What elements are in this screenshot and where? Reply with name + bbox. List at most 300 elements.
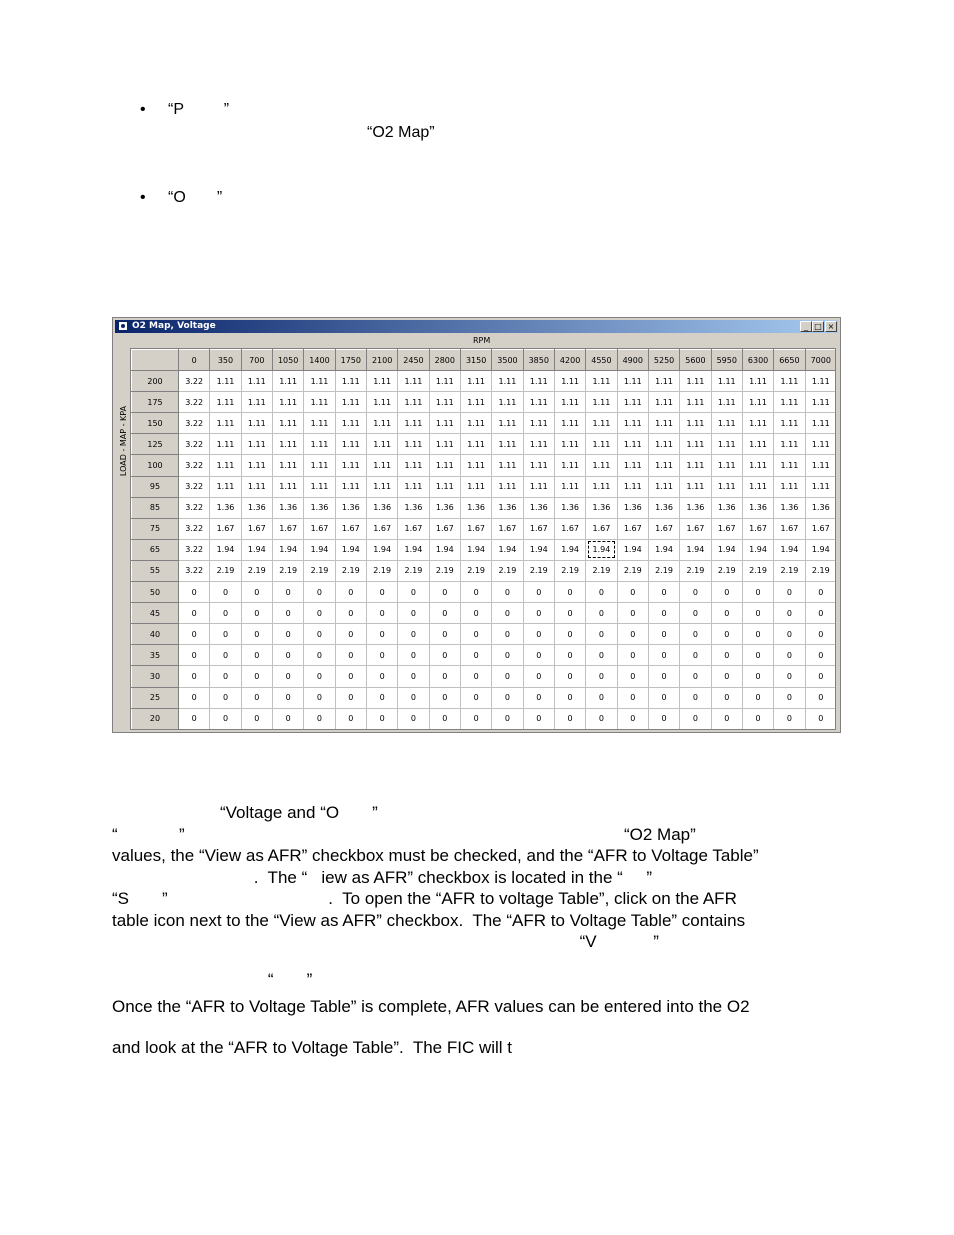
map-cell[interactable]: 0 [304,645,335,666]
map-cell[interactable]: 1.94 [366,539,397,560]
map-cell[interactable]: 0 [648,603,679,624]
map-cell[interactable]: 0 [210,687,241,708]
map-cell[interactable]: 1.36 [272,497,303,518]
map-cell[interactable]: 1.11 [680,413,711,434]
map-cell[interactable]: 1.11 [210,434,241,455]
map-cell[interactable]: 1.11 [460,476,491,497]
map-cell[interactable]: 1.11 [523,413,554,434]
map-cell[interactable]: 1.36 [304,497,335,518]
map-cell[interactable]: 1.11 [335,476,366,497]
map-cell[interactable]: 0 [429,666,460,687]
map-cell[interactable]: 0 [179,624,210,645]
map-cell[interactable]: 1.11 [711,455,742,476]
map-cell[interactable]: 1.11 [554,371,585,392]
map-cell[interactable]: 0 [460,624,491,645]
map-cell[interactable]: 0 [460,582,491,603]
map-cell[interactable]: 1.67 [523,518,554,539]
map-cell[interactable]: 1.36 [523,497,554,518]
map-cell[interactable]: 1.11 [711,434,742,455]
map-cell[interactable]: 1.11 [241,455,272,476]
map-cell[interactable]: 0 [742,582,773,603]
map-cell[interactable]: 0 [460,666,491,687]
map-cell[interactable]: 0 [210,624,241,645]
map-cell[interactable]: 1.11 [304,455,335,476]
map-cell[interactable]: 3.22 [179,497,210,518]
map-cell[interactable]: 0 [586,708,617,729]
map-cell[interactable]: 0 [523,603,554,624]
map-cell[interactable]: 1.11 [241,434,272,455]
map-cell[interactable]: 0 [586,624,617,645]
map-cell[interactable]: 1.11 [366,413,397,434]
map-cell[interactable]: 1.11 [335,455,366,476]
map-cell[interactable]: 0 [711,624,742,645]
map-cell[interactable]: 0 [241,645,272,666]
map-cell[interactable]: 0 [304,666,335,687]
map-cell[interactable]: 1.11 [523,434,554,455]
map-cell[interactable]: 1.67 [304,518,335,539]
map-cell[interactable]: 1.11 [554,413,585,434]
map-cell[interactable]: 0 [335,666,366,687]
map-cell[interactable]: 0 [680,624,711,645]
map-cell[interactable]: 1.11 [680,455,711,476]
map-cell[interactable]: 1.36 [460,497,491,518]
map-cell[interactable]: 1.67 [241,518,272,539]
map-cell[interactable]: 1.36 [774,497,805,518]
map-cell[interactable]: 0 [774,666,805,687]
map-cell[interactable]: 1.11 [492,434,523,455]
map-cell[interactable]: 1.11 [805,455,836,476]
map-cell[interactable]: 0 [304,603,335,624]
map-cell[interactable]: 0 [335,603,366,624]
map-cell[interactable]: 0 [179,582,210,603]
map-cell[interactable]: 0 [429,624,460,645]
map-cell[interactable]: 1.11 [210,476,241,497]
map-cell[interactable]: 1.11 [460,455,491,476]
map-cell[interactable]: 0 [241,603,272,624]
map-cell[interactable]: 1.11 [742,434,773,455]
map-cell[interactable]: 0 [179,687,210,708]
map-cell[interactable]: 1.11 [398,434,429,455]
map-cell[interactable]: 1.11 [774,371,805,392]
map-cell[interactable]: 1.11 [429,413,460,434]
maximize-button[interactable]: □ [812,321,824,332]
map-cell[interactable]: 2.19 [210,560,241,581]
map-cell[interactable]: 0 [460,708,491,729]
map-cell[interactable]: 0 [680,666,711,687]
map-cell[interactable]: 0 [304,687,335,708]
map-cell[interactable]: 1.11 [680,434,711,455]
map-cell[interactable]: 0 [272,666,303,687]
map-cell[interactable]: 0 [272,582,303,603]
map-cell[interactable]: 0 [429,708,460,729]
map-cell[interactable]: 3.22 [179,560,210,581]
map-cell[interactable]: 1.11 [742,371,773,392]
map-cell[interactable]: 1.94 [492,539,523,560]
map-cell[interactable]: 0 [554,687,585,708]
map-cell[interactable]: 1.11 [398,455,429,476]
map-cell[interactable]: 1.11 [742,392,773,413]
map-cell[interactable]: 2.19 [586,560,617,581]
map-cell[interactable]: 1.36 [617,497,648,518]
map-cell[interactable]: 1.11 [554,392,585,413]
map-cell[interactable]: 0 [460,687,491,708]
map-cell[interactable]: 0 [680,708,711,729]
map-cell[interactable]: 0 [398,666,429,687]
map-cell[interactable]: 0 [398,582,429,603]
map-cell[interactable]: 1.11 [460,434,491,455]
map-cell[interactable]: 1.11 [272,455,303,476]
map-cell[interactable]: 0 [711,666,742,687]
map-cell[interactable]: 2.19 [492,560,523,581]
map-cell[interactable]: 0 [272,687,303,708]
map-cell[interactable]: 0 [774,645,805,666]
map-cell[interactable]: 0 [366,582,397,603]
map-cell[interactable]: 3.22 [179,539,210,560]
map-cell[interactable]: 3.22 [179,392,210,413]
map-cell[interactable]: 0 [179,666,210,687]
map-cell[interactable]: 0 [617,582,648,603]
map-cell[interactable]: 1.11 [586,371,617,392]
map-cell[interactable]: 0 [492,687,523,708]
map-cell[interactable]: 0 [648,582,679,603]
map-cell[interactable]: 1.11 [492,413,523,434]
map-cell[interactable]: 0 [774,687,805,708]
map-cell[interactable]: 0 [554,582,585,603]
map-cell[interactable]: 0 [805,582,836,603]
map-cell[interactable]: 1.11 [492,455,523,476]
map-cell[interactable]: 1.94 [586,539,617,560]
map-cell[interactable]: 1.11 [711,476,742,497]
map-cell[interactable]: 1.11 [429,371,460,392]
map-cell[interactable]: 1.11 [210,413,241,434]
map-cell[interactable]: 1.67 [366,518,397,539]
map-cell[interactable]: 0 [742,624,773,645]
map-cell[interactable]: 0 [680,687,711,708]
map-cell[interactable]: 0 [210,582,241,603]
map-cell[interactable]: 0 [210,603,241,624]
map-cell[interactable]: 3.22 [179,476,210,497]
map-cell[interactable]: 0 [429,603,460,624]
map-cell[interactable]: 1.11 [648,371,679,392]
map-cell[interactable]: 1.11 [366,392,397,413]
minimize-button[interactable]: _ [800,321,812,332]
map-cell[interactable]: 1.67 [335,518,366,539]
map-cell[interactable]: 1.11 [460,413,491,434]
map-cell[interactable]: 2.19 [742,560,773,581]
map-cell[interactable]: 1.11 [774,392,805,413]
map-cell[interactable]: 1.11 [680,392,711,413]
map-cell[interactable]: 1.11 [241,392,272,413]
map-cell[interactable]: 1.67 [460,518,491,539]
map-cell[interactable]: 0 [648,645,679,666]
map-cell[interactable]: 1.11 [648,434,679,455]
map-cell[interactable]: 0 [241,624,272,645]
map-cell[interactable]: 0 [617,708,648,729]
map-cell[interactable]: 1.11 [617,434,648,455]
map-cell[interactable]: 1.67 [617,518,648,539]
map-cell[interactable]: 0 [492,582,523,603]
map-cell[interactable]: 1.94 [460,539,491,560]
map-cell[interactable]: 1.11 [805,392,836,413]
map-cell[interactable]: 0 [774,582,805,603]
map-cell[interactable]: 0 [492,708,523,729]
map-cell[interactable]: 1.11 [805,434,836,455]
map-cell[interactable]: 1.11 [272,392,303,413]
map-cell[interactable]: 0 [774,624,805,645]
map-cell[interactable]: 1.11 [492,476,523,497]
map-cell[interactable]: 1.11 [586,413,617,434]
map-cell[interactable]: 0 [805,645,836,666]
window-titlebar[interactable] [115,320,838,333]
map-cell[interactable]: 1.11 [586,476,617,497]
map-cell[interactable]: 1.11 [429,476,460,497]
map-cell[interactable]: 0 [617,645,648,666]
map-cell[interactable]: 1.36 [398,497,429,518]
map-cell[interactable]: 0 [179,603,210,624]
map-cell[interactable]: 0 [429,582,460,603]
map-cell[interactable]: 1.11 [241,413,272,434]
map-cell[interactable]: 0 [492,645,523,666]
map-cell[interactable]: 1.11 [398,371,429,392]
map-cell[interactable]: 2.19 [711,560,742,581]
map-cell[interactable]: 0 [429,687,460,708]
map-cell[interactable]: 0 [680,603,711,624]
map-cell[interactable]: 1.11 [711,413,742,434]
map-cell[interactable]: 0 [711,582,742,603]
map-cell[interactable]: 1.94 [241,539,272,560]
map-cell[interactable]: 1.36 [210,497,241,518]
map-cell[interactable]: 0 [554,645,585,666]
map-cell[interactable]: 1.11 [617,455,648,476]
map-cell[interactable]: 1.36 [805,497,836,518]
map-cell[interactable]: 0 [366,708,397,729]
map-cell[interactable]: 3.22 [179,518,210,539]
map-cell[interactable]: 0 [805,708,836,729]
map-cell[interactable]: 1.11 [774,413,805,434]
map-cell[interactable]: 1.11 [742,455,773,476]
map-cell[interactable]: 1.11 [774,455,805,476]
map-cell[interactable]: 1.94 [805,539,836,560]
map-cell[interactable]: 0 [179,645,210,666]
map-cell[interactable]: 1.94 [648,539,679,560]
map-cell[interactable]: 0 [335,624,366,645]
map-cell[interactable]: 1.67 [554,518,585,539]
map-cell[interactable]: 0 [366,645,397,666]
map-cell[interactable]: 3.22 [179,371,210,392]
map-cell[interactable]: 0 [241,582,272,603]
map-cell[interactable]: 0 [742,687,773,708]
map-cell[interactable]: 1.36 [648,497,679,518]
map-cell[interactable]: 1.11 [711,392,742,413]
map-cell[interactable]: 0 [460,603,491,624]
map-cell[interactable]: 1.94 [617,539,648,560]
map-cell[interactable]: 1.11 [304,371,335,392]
map-cell[interactable]: 0 [272,645,303,666]
map-cell[interactable]: 1.36 [711,497,742,518]
map-cell[interactable]: 1.11 [742,413,773,434]
map-cell[interactable]: 0 [586,582,617,603]
map-cell[interactable]: 0 [272,708,303,729]
map-cell[interactable]: 3.22 [179,434,210,455]
map-cell[interactable]: 1.11 [366,371,397,392]
map-cell[interactable]: 1.11 [554,455,585,476]
map-cell[interactable]: 0 [523,687,554,708]
map-cell[interactable]: 0 [492,603,523,624]
map-cell[interactable]: 1.11 [272,413,303,434]
map-cell[interactable]: 0 [398,645,429,666]
map-cell[interactable]: 1.11 [304,392,335,413]
map-cell[interactable]: 1.67 [398,518,429,539]
map-cell[interactable]: 0 [241,666,272,687]
map-cell[interactable]: 1.11 [366,476,397,497]
map-cell[interactable]: 1.11 [272,476,303,497]
map-cell[interactable]: 1.11 [398,392,429,413]
map-cell[interactable]: 1.11 [648,476,679,497]
map-cell[interactable]: 1.11 [241,476,272,497]
map-cell[interactable]: 0 [742,645,773,666]
map-cell[interactable]: 1.11 [742,476,773,497]
map-cell[interactable]: 1.67 [805,518,836,539]
map-cell[interactable]: 1.11 [398,476,429,497]
map-cell[interactable]: 1.11 [523,392,554,413]
map-cell[interactable]: 1.11 [774,434,805,455]
map-cell[interactable]: 0 [210,708,241,729]
map-cell[interactable]: 1.11 [805,476,836,497]
map-cell[interactable]: 1.36 [680,497,711,518]
map-cell[interactable]: 1.94 [554,539,585,560]
map-cell[interactable]: 0 [304,624,335,645]
map-cell[interactable]: 0 [523,624,554,645]
map-cell[interactable]: 1.11 [523,455,554,476]
map-cell[interactable]: 1.67 [742,518,773,539]
map-cell[interactable]: 1.36 [335,497,366,518]
map-cell[interactable]: 1.11 [272,434,303,455]
map-cell[interactable]: 1.11 [648,455,679,476]
map-cell[interactable]: 0 [711,687,742,708]
map-cell[interactable]: 0 [617,603,648,624]
map-cell[interactable]: 0 [335,582,366,603]
map-cell[interactable]: 0 [648,708,679,729]
map-cell[interactable]: 1.67 [492,518,523,539]
map-cell[interactable]: 0 [805,666,836,687]
close-button[interactable]: × [825,321,837,332]
map-cell[interactable]: 1.67 [774,518,805,539]
map-cell[interactable]: 1.94 [398,539,429,560]
map-cell[interactable]: 1.36 [586,497,617,518]
map-cell[interactable]: 1.11 [335,434,366,455]
map-cell[interactable]: 0 [210,666,241,687]
map-cell[interactable]: 0 [210,645,241,666]
map-cell[interactable]: 1.11 [429,455,460,476]
map-cell[interactable]: 1.94 [711,539,742,560]
map-cell[interactable]: 0 [272,603,303,624]
map-cell[interactable]: 1.11 [335,371,366,392]
map-cell[interactable]: 1.36 [429,497,460,518]
map-cell[interactable]: 1.11 [460,371,491,392]
map-cell[interactable]: 0 [335,708,366,729]
map-cell[interactable]: 0 [554,666,585,687]
map-cell[interactable]: 1.94 [523,539,554,560]
map-cell[interactable]: 0 [398,603,429,624]
map-cell[interactable]: 1.11 [210,371,241,392]
map-cell[interactable]: 1.11 [586,455,617,476]
map-cell[interactable]: 2.19 [554,560,585,581]
map-cell[interactable]: 1.94 [429,539,460,560]
map-cell[interactable]: 0 [179,708,210,729]
map-cell[interactable]: 2.19 [805,560,836,581]
map-cell[interactable]: 0 [366,687,397,708]
map-cell[interactable]: 0 [680,645,711,666]
map-cell[interactable]: 0 [586,687,617,708]
map-cell[interactable]: 1.11 [774,476,805,497]
map-cell[interactable]: 0 [805,687,836,708]
map-cell[interactable]: 1.11 [648,413,679,434]
map-cell[interactable]: 0 [429,645,460,666]
map-cell[interactable]: 1.67 [586,518,617,539]
map-cell[interactable]: 0 [241,687,272,708]
map-cell[interactable]: 1.67 [648,518,679,539]
map-cell[interactable]: 1.11 [241,371,272,392]
map-cell[interactable]: 0 [805,624,836,645]
map-cell[interactable]: 0 [523,708,554,729]
map-cell[interactable]: 1.11 [617,392,648,413]
map-cell[interactable]: 1.11 [335,392,366,413]
map-cell[interactable]: 2.19 [429,560,460,581]
map-cell[interactable]: 1.11 [586,434,617,455]
map-cell[interactable]: 2.19 [335,560,366,581]
map-cell[interactable]: 1.67 [210,518,241,539]
map-cell[interactable]: 0 [711,645,742,666]
map-cell[interactable]: 0 [398,687,429,708]
map-cell[interactable]: 2.19 [272,560,303,581]
map-cell[interactable]: 1.11 [586,392,617,413]
map-cell[interactable]: 0 [617,687,648,708]
map-cell[interactable]: 2.19 [617,560,648,581]
map-cell[interactable]: 0 [398,708,429,729]
map-cell[interactable]: 0 [335,687,366,708]
map-cell[interactable]: 0 [680,582,711,603]
map-cell[interactable]: 0 [366,603,397,624]
map-cell[interactable]: 0 [460,645,491,666]
map-cell[interactable]: 0 [492,624,523,645]
map-cell[interactable]: 1.11 [304,434,335,455]
map-cell[interactable]: 1.94 [335,539,366,560]
map-cell[interactable]: 0 [554,624,585,645]
map-cell[interactable]: 1.94 [304,539,335,560]
map-cell[interactable]: 0 [617,666,648,687]
map-cell[interactable]: 0 [742,603,773,624]
map-cell[interactable]: 2.19 [366,560,397,581]
map-cell[interactable]: 2.19 [241,560,272,581]
map-cell[interactable]: 1.11 [554,434,585,455]
map-cell[interactable]: 0 [586,645,617,666]
map-cell[interactable]: 1.36 [742,497,773,518]
map-cell[interactable]: 1.36 [492,497,523,518]
map-cell[interactable]: 0 [304,708,335,729]
map-cell[interactable]: 1.11 [429,434,460,455]
map-cell[interactable]: 1.11 [617,476,648,497]
map-cell[interactable]: 1.11 [335,413,366,434]
map-cell[interactable]: 1.11 [617,371,648,392]
map-cell[interactable]: 0 [398,624,429,645]
map-cell[interactable]: 0 [711,708,742,729]
map-cell[interactable]: 1.36 [241,497,272,518]
map-cell[interactable]: 1.11 [680,371,711,392]
map-cell[interactable]: 0 [648,666,679,687]
map-cell[interactable]: 0 [617,624,648,645]
map-cell[interactable]: 0 [774,708,805,729]
map-cell[interactable]: 0 [805,603,836,624]
